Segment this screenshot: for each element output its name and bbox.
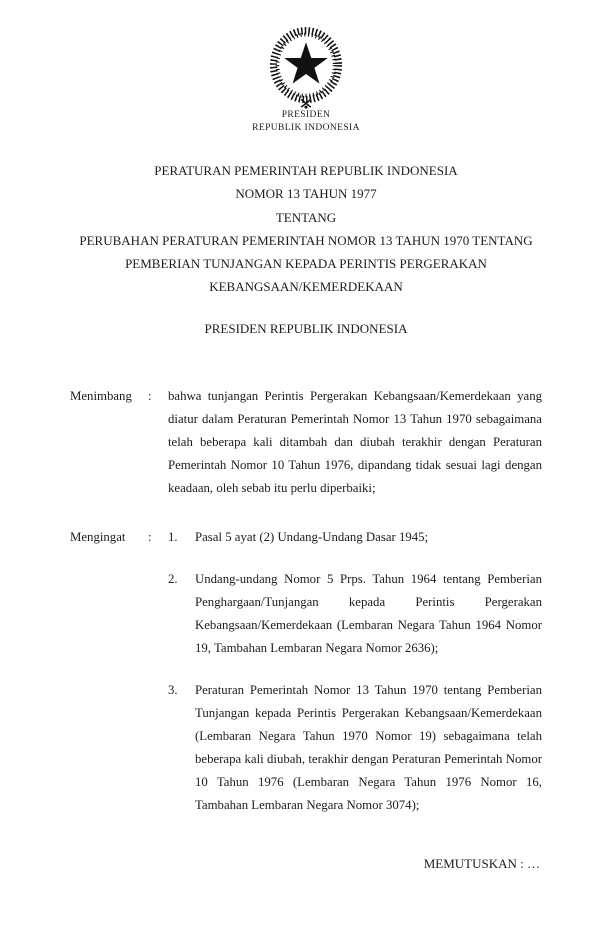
- list-item: [168, 568, 542, 660]
- letterhead-republik-indonesia: REPUBLIK INDONESIA: [252, 122, 360, 133]
- title-line-regulation: PERATURAN PEMERINTAH REPUBLIK INDONESIA: [154, 163, 458, 178]
- title-line-subject-1: PERUBAHAN PERATURAN PEMERINTAH NOMOR 13 TAHUN 1970 TENTANG: [79, 232, 533, 248]
- list-item: [168, 679, 542, 817]
- section-mengingat: [70, 526, 542, 817]
- document-body: [70, 385, 542, 817]
- section-menimbang: [70, 385, 542, 500]
- presidential-seal: [263, 25, 349, 111]
- section-colon: :: [148, 389, 152, 403]
- title-line-subject-2: PEMBERIAN TUNJANGAN KEPADA PERINTIS PERGERAKAN: [125, 256, 487, 272]
- list-item-number: 3.: [168, 683, 178, 697]
- issuer-heading: PRESIDEN REPUBLIK INDONESIA: [204, 321, 408, 336]
- list-item-number: 2.: [168, 572, 178, 586]
- section-label: Mengingat: [70, 530, 126, 544]
- star-icon: [284, 42, 328, 83]
- list-item-text: Peraturan Pemerintah Nomor 13 Tahun 1970 tentang Pemberian Tunjangan kepada Perintis Pergerakan Kebangsaan/Kemerdekaan (Lembaran Negara Tahun 1970 Nomor 19) sebagaimana telah beberapa kali diubah, terakhir dengan Peraturan Pemerintah Nomor 10 Tahun 1976 (Lembaran Negara Tahun 1976 Nomor 16, Tambahan Lembaran Negara Nomor 3074);: [195, 683, 542, 812]
- section-colon: :: [148, 530, 152, 544]
- list-item: [168, 526, 542, 549]
- list-item-text: Pasal 5 ayat (2) Undang-Undang Dasar 1945;: [195, 530, 429, 544]
- wreath-knot-icon: [301, 100, 311, 109]
- mengingat-list: [168, 526, 542, 817]
- list-item-number: 1.: [168, 530, 178, 544]
- title-line-tentang: TENTANG: [275, 209, 337, 225]
- letterhead: [0, 109, 612, 134]
- menimbang-paragraph: bahwa tunjangan Perintis Pergerakan Kebangsaan/Kemerdekaan yang diatur dalam Peraturan Pemerintah Nomor 13 Tahun 1970 sebagaimana telah beberapa kali ditambah dan diubah terakhir dengan Peraturan Pemerintah Nomor 10 Tahun 1976, dipandang tidak sesuai lagi dengan keadaan, oleh sebab itu perlu diperbaiki;: [168, 389, 542, 495]
- section-label: Menimbang: [70, 389, 132, 403]
- letterhead-presiden: PRESIDEN: [281, 110, 331, 120]
- memutuskan-line: MEMUTUSKAN : …: [423, 856, 540, 871]
- title-line-number: NOMOR 13 TAHUN 1977: [235, 186, 377, 202]
- star-wreath-seal-icon: [263, 25, 349, 111]
- list-item-text: Undang-undang Nomor 5 Prps. Tahun 1964 tentang Pemberian Penghargaan/Tunjangan kepada Perintis Pergerakan Kebangsaan/Kemerdekaan (Lembaran Negara Tahun 1964 Nomor 19, Tambahan Lembaran Negara Nomor 2636);: [195, 572, 542, 655]
- title-line-subject-3: KEBANGSAAN/KEMERDEKAAN: [209, 279, 403, 295]
- document-title: [36, 159, 576, 299]
